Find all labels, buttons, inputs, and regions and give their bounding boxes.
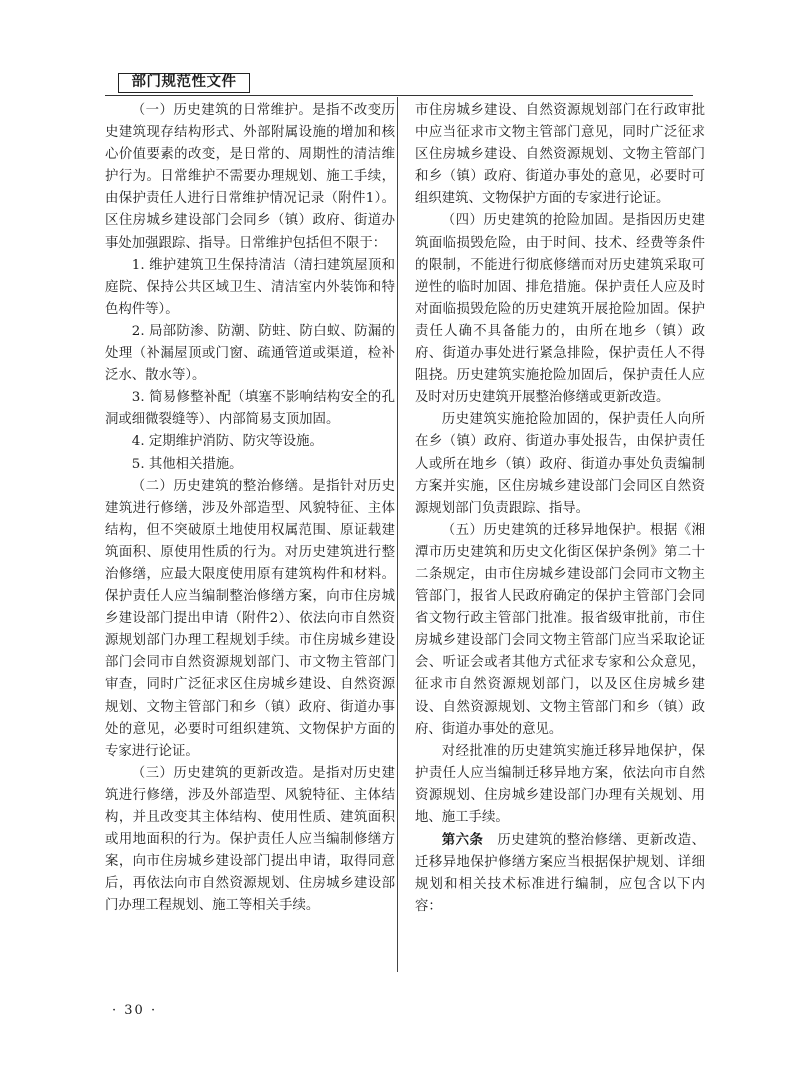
paragraph-continuation: 市住房城乡建设、自然资源规划部门在行政审批中应当征求市文物主管部门意见，同时广泛征求区住房城乡建设、自然资源规划、文物主管部门和乡（镇）政府、街道办事处的意见，必要时可组织建筑、文物保护方面的专家进行论证。 bbox=[415, 103, 705, 207]
paragraph-relocation-approval: 对经批准的历史建筑实施迁移异地保护，保护责任人应当编制迁移异地方案，依法向市自然资源规划、住房城乡建设部门办理有关规划、用地、施工手续。 bbox=[415, 743, 705, 825]
article-text: 历史建筑的整治修缮、更新改造、迁移异地保护修缮方案应当根据保护规划、详细规划和相关技术标准进行编制，应包含以下内容： bbox=[415, 833, 706, 915]
paragraph-emergency-reinforcement: （四）历史建筑的抢险加固。是指因历史建筑面临损毁危险，由于时间、技术、经费等条件的限制，不能进行彻底修缮而对历史建筑采取可逆性的临时加固、排危措施。保护责任人应及时对面临损毁危险的历史建筑开展抢险加固。保护责任人确不具备能力的，由所在地乡（镇）政府、街道办事处进行紧急排险，保护责任人不得阻挠。历史建筑实施抢险加固后，保护责任人应及时对历史建筑开展整治修缮或更新改造。 bbox=[415, 213, 705, 406]
section-label: 部门规范性文件 bbox=[118, 73, 250, 93]
list-item-2: 2. 局部防渗、防潮、防蛀、防白蚁、防漏的处理（补漏屋顶或门窗、疏通管道或渠道，检补泛水、散水等）。 bbox=[105, 323, 395, 384]
paragraph-renovation: （二）历史建筑的整治修缮。是指针对历史建筑进行修缮，涉及外部造型、风貌特征、主体结构，但不突破原土地使用权属范围、原证载建筑面积、原使用性质的行为。对历史建筑进行整治修缮，应最大限度使用原有建筑构件和材料。保护责任人应当编制整治修缮方案，向市住房城乡建设部门提出申请（附件2）、依法向市自然资源规划部门办理工程规划手续。市住房城乡建设部门会同市自然资源规划部门、市文物主管部门审查，同时广泛征求区住房城乡建设、自然资源规划、文物主管部门和乡（镇）政府、街道办事处的意见，必要时可组织建筑、文物保护方面的专家进行论证。 bbox=[105, 478, 395, 759]
left-column bbox=[105, 100, 395, 917]
page-header bbox=[105, 70, 693, 98]
right-column bbox=[415, 100, 705, 918]
paragraph-daily-maintenance: （一）历史建筑的日常维护。是指不改变历史建筑现存结构形式、外部附属设施的增加和核心价值要素的改变，是日常的、周期性的清洁维护行为。日常维护不需要办理规划、施工手续，由保护责任人进行日常维护情况记录（附件1）。区住房城乡建设部门会同乡（镇）政府、街道办事处加强跟踪、指导。日常维护包括但不限于： bbox=[105, 103, 395, 251]
article-six bbox=[415, 829, 705, 918]
column-divider bbox=[397, 97, 398, 972]
list-item-5: 5. 其他相关措施。 bbox=[131, 456, 243, 472]
paragraph-relocation: （五）历史建筑的迁移异地保护。根据《湘潭市历史建筑和历史文化街区保护条例》第二十二条规定，由市住房城乡建设部门会同市文物主管部门，报省人民政府确定的保护主管部门会同省文物行政主管部门批准。报省级审批前，市住房城乡建设部门会同文物主管部门应当采取论证会、听证会或者其他方式征求专家和公众意见，征求市自然资源规划部门，以及区住房城乡建设、自然资源规划、文物主管部门和乡（镇）政府、街道办事处的意见。 bbox=[415, 522, 705, 737]
list-item-4: 4. 定期维护消防、防灾等设施。 bbox=[131, 434, 323, 450]
article-label: 第六条 bbox=[441, 832, 484, 849]
paragraph-renewal: （三）历史建筑的更新改造。是指对历史建筑进行修缮，涉及外部造型、风貌特征、主体结构，并且改变其主体结构、使用性质、建筑面积或用地面积的行为。保护责任人应当编制修缮方案，向市住房城乡建设部门提出申请，取得同意后，再依法向市自然资源规划、住房城乡建设部门办理工程规划、施工等相关手续。 bbox=[105, 765, 395, 914]
page-number: · 30 · bbox=[112, 1003, 158, 1018]
header-rule bbox=[105, 95, 693, 96]
paragraph-emergency-report: 历史建筑实施抢险加固的，保护责任人向所在乡（镇）政府、街道办事处报告，由保护责任人或所在地乡（镇）政府、街道办事处负责编制方案并实施，区住房城乡建设部门会同区自然资源规划部门负责跟踪、指导。 bbox=[415, 412, 705, 516]
list-item-3: 3. 简易修整补配（填塞不影响结构安全的孔洞或细微裂缝等）、内部简易支顶加固。 bbox=[105, 390, 395, 428]
list-item-1: 1. 维护建筑卫生保持清洁（清扫建筑屋顶和庭院、保持公共区域卫生、清洁室内外装饰和特色构件等）。 bbox=[105, 257, 395, 317]
